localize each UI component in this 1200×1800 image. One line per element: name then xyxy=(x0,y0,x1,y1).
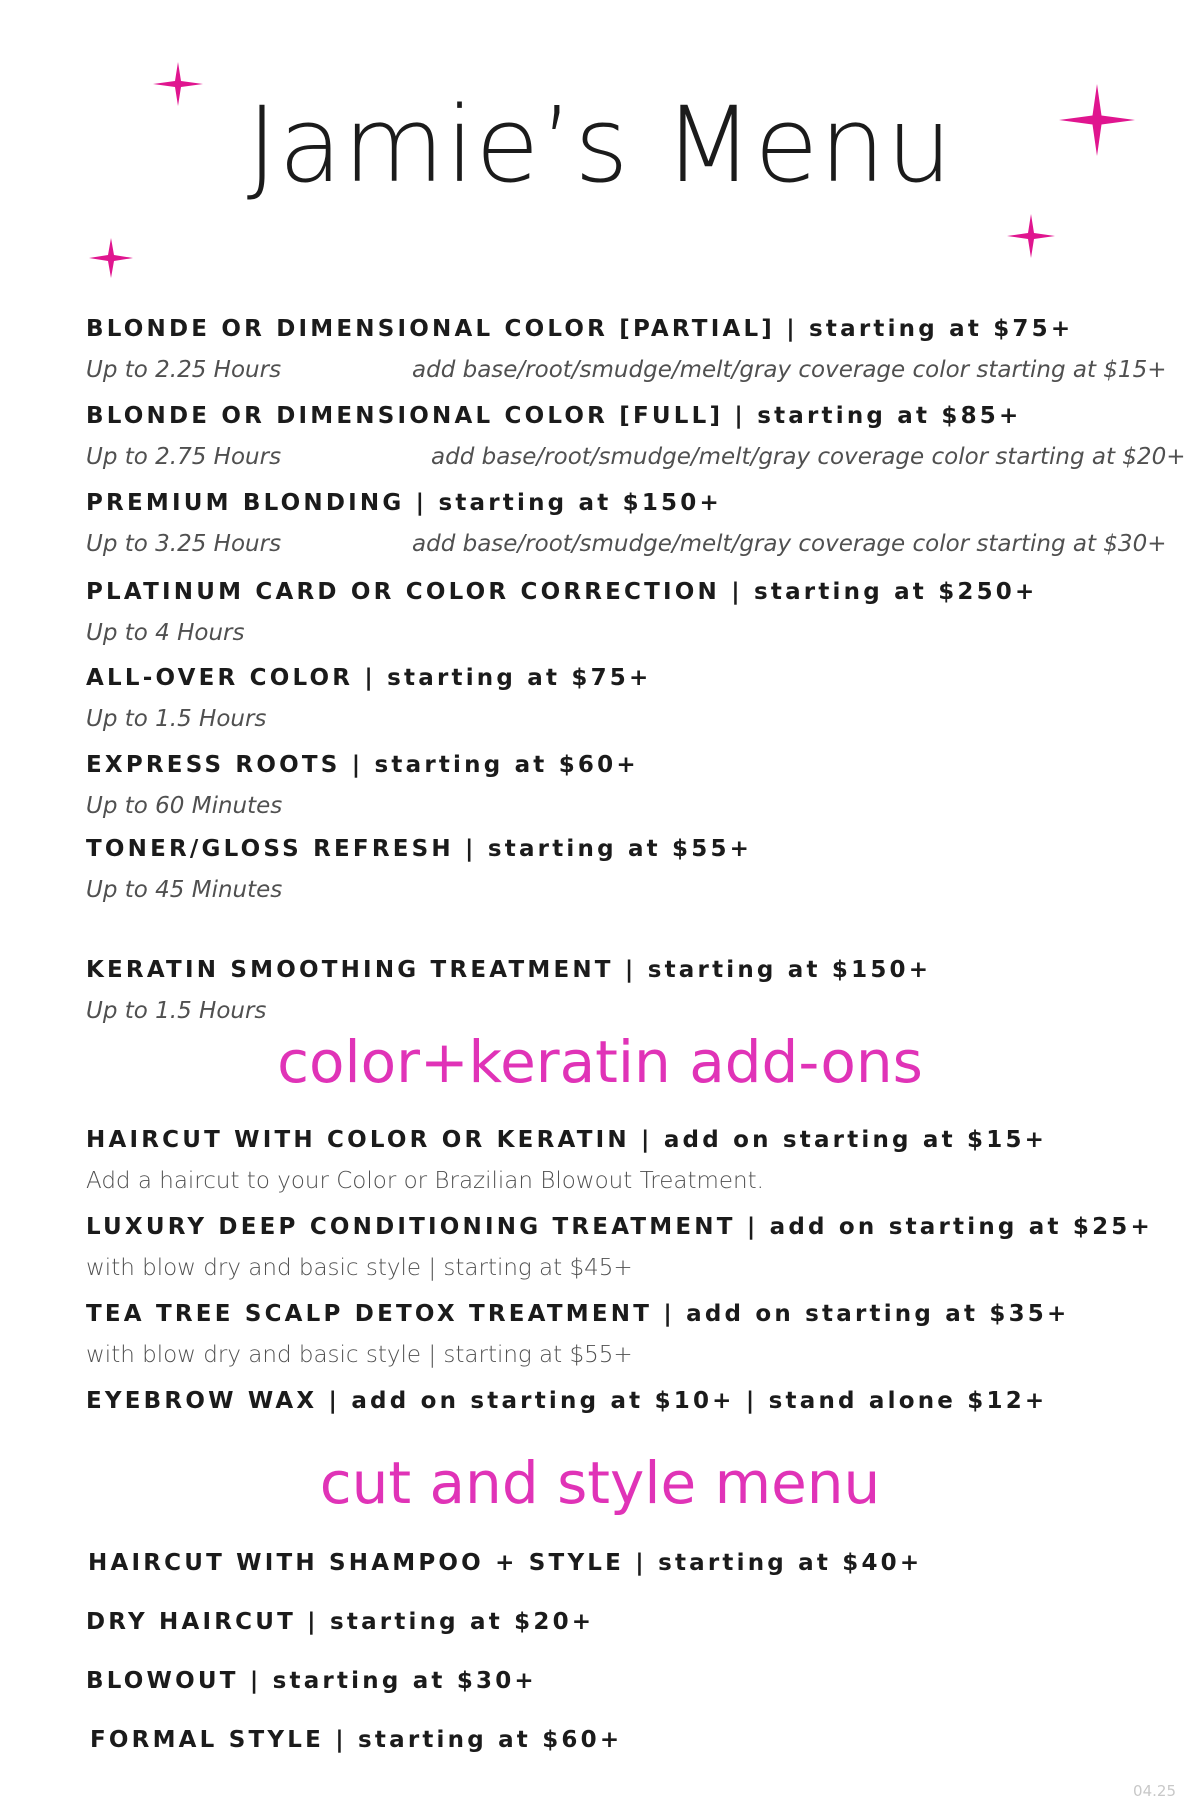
list-item xyxy=(86,1299,1146,1386)
item-duration: Up to 45 Minutes xyxy=(86,877,283,903)
keratin-item xyxy=(86,955,1146,1026)
item-duration: Up to 4 Hours xyxy=(86,620,245,646)
sparkle-icon xyxy=(1006,213,1056,259)
item-duration: Up to 60 Minutes xyxy=(86,793,283,819)
item-heading: LUXURY DEEP CONDITIONING TREATMENT | add on starting at $25+ xyxy=(86,1214,1153,1240)
list-item xyxy=(86,401,1186,488)
item-heading: ALL-OVER COLOR | starting at $75+ xyxy=(86,665,652,691)
item-duration: Up to 2.25 Hours xyxy=(86,357,282,383)
page-title: Jamie’s Menu xyxy=(246,84,954,206)
color-menu-list xyxy=(86,314,1186,920)
item-heading: HAIRCUT WITH SHAMPOO + STYLE | starting at $40+ xyxy=(88,1550,923,1576)
item-heading: EXPRESS ROOTS | starting at $60+ xyxy=(86,752,639,778)
list-item xyxy=(86,1212,1153,1299)
item-heading: FORMAL STYLE | starting at $60+ xyxy=(90,1727,623,1753)
item-heading: HAIRCUT WITH COLOR OR KERATIN | add on starting at $15+ xyxy=(86,1127,1048,1153)
cut-style-list xyxy=(86,1548,1146,1765)
addons-list xyxy=(86,1125,1153,1426)
list-item xyxy=(86,1386,1146,1426)
list-item xyxy=(86,1607,1146,1666)
item-addon: add base/root/smudge/melt/gray coverage color starting at $30+ xyxy=(412,531,1167,557)
list-item xyxy=(86,663,1146,750)
list-item xyxy=(86,834,1146,920)
list-item xyxy=(86,577,1146,663)
cut-section-title: cut and style menu xyxy=(319,1449,881,1517)
addons-section-title: color+keratin add-ons xyxy=(277,1028,923,1096)
list-item xyxy=(86,1725,1146,1765)
item-heading: TEA TREE SCALP DETOX TREATMENT | add on starting at $35+ xyxy=(86,1301,1070,1327)
footer-code: 04.25 xyxy=(1133,1782,1176,1800)
list-item xyxy=(86,1548,1146,1607)
list-item xyxy=(86,314,1167,401)
item-addon: add base/root/smudge/melt/gray coverage color starting at $20+ xyxy=(431,444,1186,470)
item-heading: PREMIUM BLONDING | starting at $150+ xyxy=(86,490,722,516)
list-item xyxy=(86,750,1146,834)
item-addon: add base/root/smudge/melt/gray coverage color starting at $15+ xyxy=(412,357,1167,383)
list-item xyxy=(86,488,1167,577)
item-heading: PLATINUM CARD OR COLOR CORRECTION | starting at $250+ xyxy=(86,579,1038,605)
item-note: with blow dry and basic style | starting at $55+ xyxy=(86,1342,633,1368)
list-item xyxy=(86,1666,1146,1725)
item-heading: DRY HAIRCUT | starting at $20+ xyxy=(86,1609,595,1635)
item-heading: BLONDE OR DIMENSIONAL COLOR [FULL] | starting at $85+ xyxy=(86,403,1022,429)
item-duration: Up to 2.75 Hours xyxy=(86,444,282,470)
item-heading: BLONDE OR DIMENSIONAL COLOR [PARTIAL] | starting at $75+ xyxy=(86,316,1074,342)
item-heading: TONER/GLOSS REFRESH | starting at $55+ xyxy=(86,836,753,862)
sparkle-icon xyxy=(88,237,134,279)
item-heading: BLOWOUT | starting at $30+ xyxy=(86,1668,537,1694)
item-heading: EYEBROW WAX | add on starting at $10+ | stand alone $12+ xyxy=(86,1388,1048,1414)
list-item xyxy=(86,1125,1146,1212)
item-heading: KERATIN SMOOTHING TREATMENT | starting at $150+ xyxy=(86,957,932,983)
item-duration: Up to 3.25 Hours xyxy=(86,531,282,557)
item-duration: Up to 1.5 Hours xyxy=(86,998,267,1024)
item-note: with blow dry and basic style | starting at $45+ xyxy=(86,1255,633,1281)
item-duration: Up to 1.5 Hours xyxy=(86,706,267,732)
item-note: Add a haircut to your Color or Brazilian Blowout Treatment. xyxy=(86,1168,764,1194)
